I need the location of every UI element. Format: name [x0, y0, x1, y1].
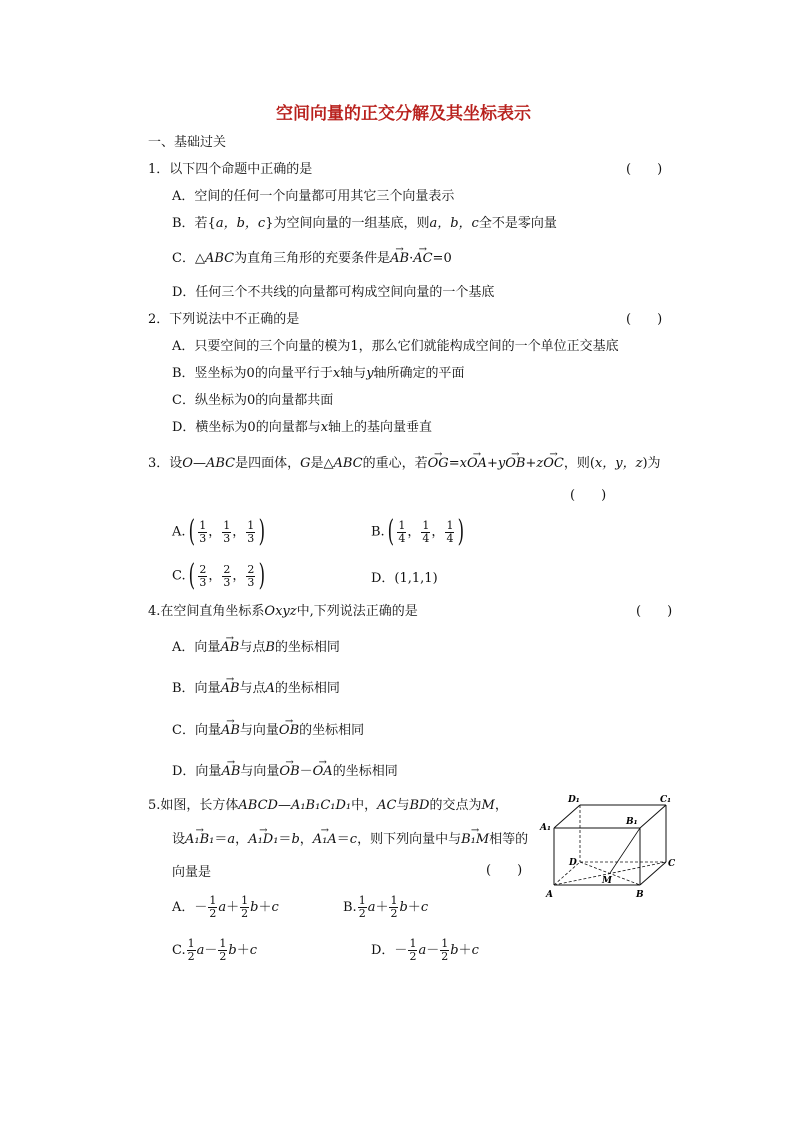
q2-option-d: D．横坐标为0的向量都与x轴上的基向量垂直 [172, 420, 433, 435]
q4-stem: 4.在空间直角坐标系Oxyz中,下列说法正确的是 [148, 604, 418, 619]
q3-option-d: D．(1,1,1) [371, 571, 438, 586]
vector-ab: → AB [390, 251, 409, 267]
q2-answer-blank[interactable]: ( ) [626, 312, 663, 327]
q1-option-c: C．△ABC为直角三角形的充要条件是→ AB·→ AC=0 [172, 251, 452, 267]
cuboid-diagram [536, 793, 676, 905]
q5-option-a: A．－ $\frac{1}{2}$ a＋ $\frac{1}{2}$ b＋c [172, 894, 279, 920]
label-b1: B₁ [626, 817, 638, 827]
section-heading: 一、基础过关 [148, 135, 227, 150]
q3-option-c: C.( $\frac{2}{3}$ ， $\frac{2}{3}$ ， $\frac{2}{3}$ ) [172, 558, 266, 593]
q2-stem: 2．下列说法中不正确的是 [148, 312, 300, 327]
q5-option-c: C. $\frac{1}{2}$ a－ $\frac{1}{2}$ b＋c [172, 937, 258, 963]
edge-b1c1 [640, 805, 666, 828]
q4-answer-blank[interactable]: ( ) [636, 604, 673, 619]
q3-stem: 3．设O—ABC是四面体，G是△ABC的重心，若→ OG=x→ OA+y→ OB+z→ OC，则(x，y，z)为 [148, 456, 661, 472]
q5-option-d: D．－ $\frac{1}{2}$ a－ $\frac{1}{2}$ b＋c [371, 937, 479, 963]
label-c: C [668, 859, 676, 869]
q5-option-b: B. $\frac{1}{2}$ a＋ $\frac{1}{2}$ b＋c [343, 894, 429, 920]
edge-a1d1 [554, 805, 580, 828]
edge-bc [640, 862, 666, 885]
q2-option-b: B．竖坐标为0的向量平行于x轴与y轴所确定的平面 [172, 366, 465, 381]
label-a1: A₁ [540, 823, 551, 833]
vector-ac: → AC [413, 251, 432, 267]
label-m: M [602, 876, 612, 886]
q3-option-a: A.( $\frac{1}{3}$ ， $\frac{1}{3}$ ， $\frac{1}{3}$ ) [172, 514, 266, 549]
q1-option-d: D．任何三个不共线的向量都可构成空间向量的一个基底 [172, 285, 495, 300]
q5-stem: 5.如图，长方体ABCD—A₁B₁C₁D₁中，AC与BD的交点为M， [148, 798, 508, 813]
q2-option-a: A．只要空间的三个向量的模为1，那么它们就能构成空间的一个单位正交基底 [172, 339, 619, 354]
q1-option-a: A．空间的任何一个向量都可用其它三个向量表示 [172, 189, 455, 204]
q2-option-c: C．纵坐标为0的向量都共面 [172, 393, 334, 408]
q1-option-b: B．若{a，b，c}为空间向量的一组基底，则a，b，c全不是零向量 [172, 216, 557, 231]
q1-answer-blank[interactable]: ( ) [626, 162, 663, 177]
q4-option-a: A．向量→ AB与点B的坐标相同 [172, 640, 340, 656]
q4-option-d: D．向量→ AB与向量→ OB－→ OA的坐标相同 [172, 764, 398, 780]
q3-option-b: B.( $\frac{1}{4}$ ， $\frac{1}{4}$ ， $\frac{1}{4}$ ) [371, 514, 465, 549]
q1-stem: 1．以下四个命题中正确的是 [148, 162, 313, 177]
segment-b1m [610, 828, 640, 873]
q4-option-b: B．向量→ AB与点A的坐标相同 [172, 681, 340, 697]
cuboid-figure [536, 793, 676, 905]
label-d: D [569, 858, 577, 868]
q5-answer-blank[interactable]: ( ) [486, 863, 523, 878]
q5-stem-line2: 设→ A₁B₁＝a，→ A₁D₁＝b，→ A₁A＝c，则下列向量中与→ B₁M相等的 [172, 832, 528, 848]
q4-option-c: C．向量→ AB与向量→ OB的坐标相同 [172, 723, 364, 739]
label-a: A [546, 890, 553, 900]
label-d1: D₁ [568, 795, 580, 805]
q5-stem-line3: 向量是 [172, 865, 212, 880]
q3-answer-blank[interactable]: ( ) [570, 488, 607, 503]
label-b: B [636, 890, 644, 900]
page-title: 空间向量的正交分解及其坐标表示 [276, 104, 531, 124]
label-c1: C₁ [660, 795, 672, 805]
